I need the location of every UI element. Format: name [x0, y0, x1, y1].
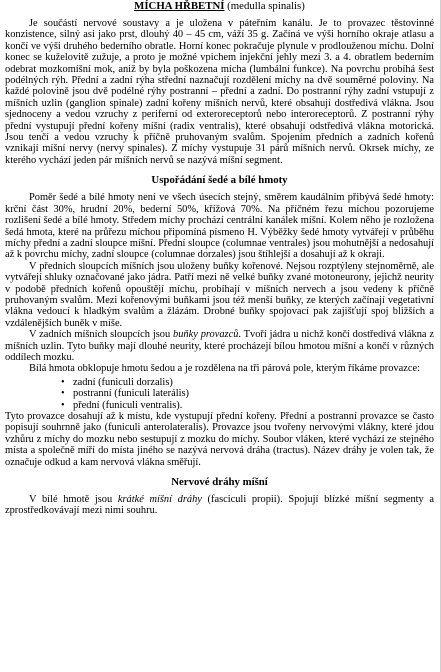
term-provazce-cells: buňky provazců [173, 329, 239, 341]
list-item: • přední (funiculi ventralis). [73, 400, 434, 411]
paragraph-tracts: Tyto provazce dosahují až k místu, kde vystupují přední kořeny. Přední a postranní provazce se často popisují souhrnně jako (funiculi anterolateralis). Provazce jsou tvořeny nervovými vlákny, které jdou vzhůru z míchy do mozku nebo sestupují z mozku do míchy. Soubor vláken, které vychází ze stejného místa a společně míří do místa jiného se nazývá nervová dráha (tractus). Název dráhy je volen tak, že označuje odkud a kam nervová vlákna směřují. [5, 411, 434, 468]
list-item: • postranní (funiculi laterális) [73, 388, 434, 399]
paragraph-short-tracts: V bílé hmotě jsou krátké míšní dráhy (fasciculi propii). Spojují blízké míšní segmenty a zprostředkovávají mezi nimi souhru. [5, 494, 434, 517]
list-item: • zadní (funiculi dorzalis) [73, 377, 434, 388]
document-title [5, 0, 434, 12]
section-heading-gray-white-matter: Uspořádání šedé a bílé hmoty [151, 174, 288, 187]
title-main: MÍCHA HŘBETNÍ [134, 0, 225, 12]
paragraph-matter-ratio: Poměr šedé a bílé hmoty není ve všech úsecích stejný, směrem kaudálním přibývá šedé hmoty: krční část 30%, hrudní 20%, bederní 50%, křížová 70%. Na příčném řezu míchou pozorujeme rozlišení šedé a bílé hmoty. Středem míchy prochází centrální kanálek míšní. Kolem něho je rozložena šedá hmota, které na průřezu míchou připomíná písmeno H. Výběžky šedé hmoty vytvářejí v průběhu míchy přední a zadní sloupce míšní. Přední sloupce (columnae ventrales) jsou mohutnější a nedosahují až k povrchu míchy, zadní sloupce (columnae dorzales) jsou štíhlejší a dosahují až k okraji. [5, 192, 434, 261]
funiculi-list [5, 377, 434, 411]
intro-paragraph: Je součástí nervové soustavy a je uložena v páteřním kanálu. Je to provazec těstovinné konzistence, silný asi jako prst, dlouhý 40 – 45 cm, váží 35 g. Začíná ve výši horního okraje atlasu a končí ve výši druhého bederního obratle. Horní konec pokračuje plynule v prodlouženou míchu. Dolní konec se kuželovitě zužuje, a proto je možné vpichem injekční jehly mezi 3. a 4. obratlem bederním odebrat mozkomíšní mok, aniž by byla poškozena mícha (lumbální funkce). Na povrchu probíhá šest podélných rýh. Přední a zadní rýha střední naznačují rozdělení míchy na dvě souměrné poloviny. Na každé polovině jsou dvě podélné rýhy postranní – přední a zadní. Do postranní rýhy zadní vstupují z míšních uzlin (ganglion spinale) zadní kořeny míšních nervů, které obsahují dostředivá vlákna. Jsou sjednoceny a vedou vzruchy z periferní od exteroreceptorů nebo interoreceptorů. Z postranní rýhy přední vystupují přední kořeny míšní (radix ventralis), které obsahují odstředivá vlákna motorická. Jsou tenčí a vedou vzruchy k příčně pruhovaným svalům. Spojením předních a zadních kořenů vznikají míšní nervy (nervy spinales). Z míchy vystupuje 31 párů míšních nervů. Okrsek míchy, ze kterého vychází jeden pár míšních nervů se nazývá míšní segment. [5, 18, 434, 166]
section-heading-spinal-tracts: Nervové dráhy míšní [171, 476, 268, 489]
term-short-tracts: krátké míšní dráhy [117, 494, 202, 506]
paragraph-posterior-columns: V zadních míšních sloupcích jsou buňky provazců. Tvoří jádra u nichž končí dostředivá vlákna z míšních uzlin. Tyto buňky mají dlouhé neurity, které procházejí bílou hmotou míšní a končí v různých oddílech mozku. [5, 329, 434, 363]
paragraph-white-matter: Bílá hmota obklopuje hmotu šedou a je rozdělena na tři párová pole, kterým říkáme provazce: [29, 363, 420, 375]
paragraph-anterior-columns: V předních sloupcích míšních jsou uloženy buňky kořenové. Nejsou rozptýleny stejnoměrně, ale vytvářejí shluky označované jako jádra. Patří mezi ně velké buňky zvané motoneurony, jejichž neurity v podobě předních kořenů opouštějí míchu, probíhají v míšních nervech a jsou vedeny k příčně pruhovaným svalům. Mezi kořenovými buňkami jsou též menší buňky, ze kterých začínají vegetativní vlákna vedoucí k hladkým svalům a žlázám. Drobné buňky spojovací pak zajišťují spoj bližších a vzdálenějších buněk v míše. [5, 260, 434, 329]
title-latin: (medulla spinalis) [227, 0, 305, 12]
